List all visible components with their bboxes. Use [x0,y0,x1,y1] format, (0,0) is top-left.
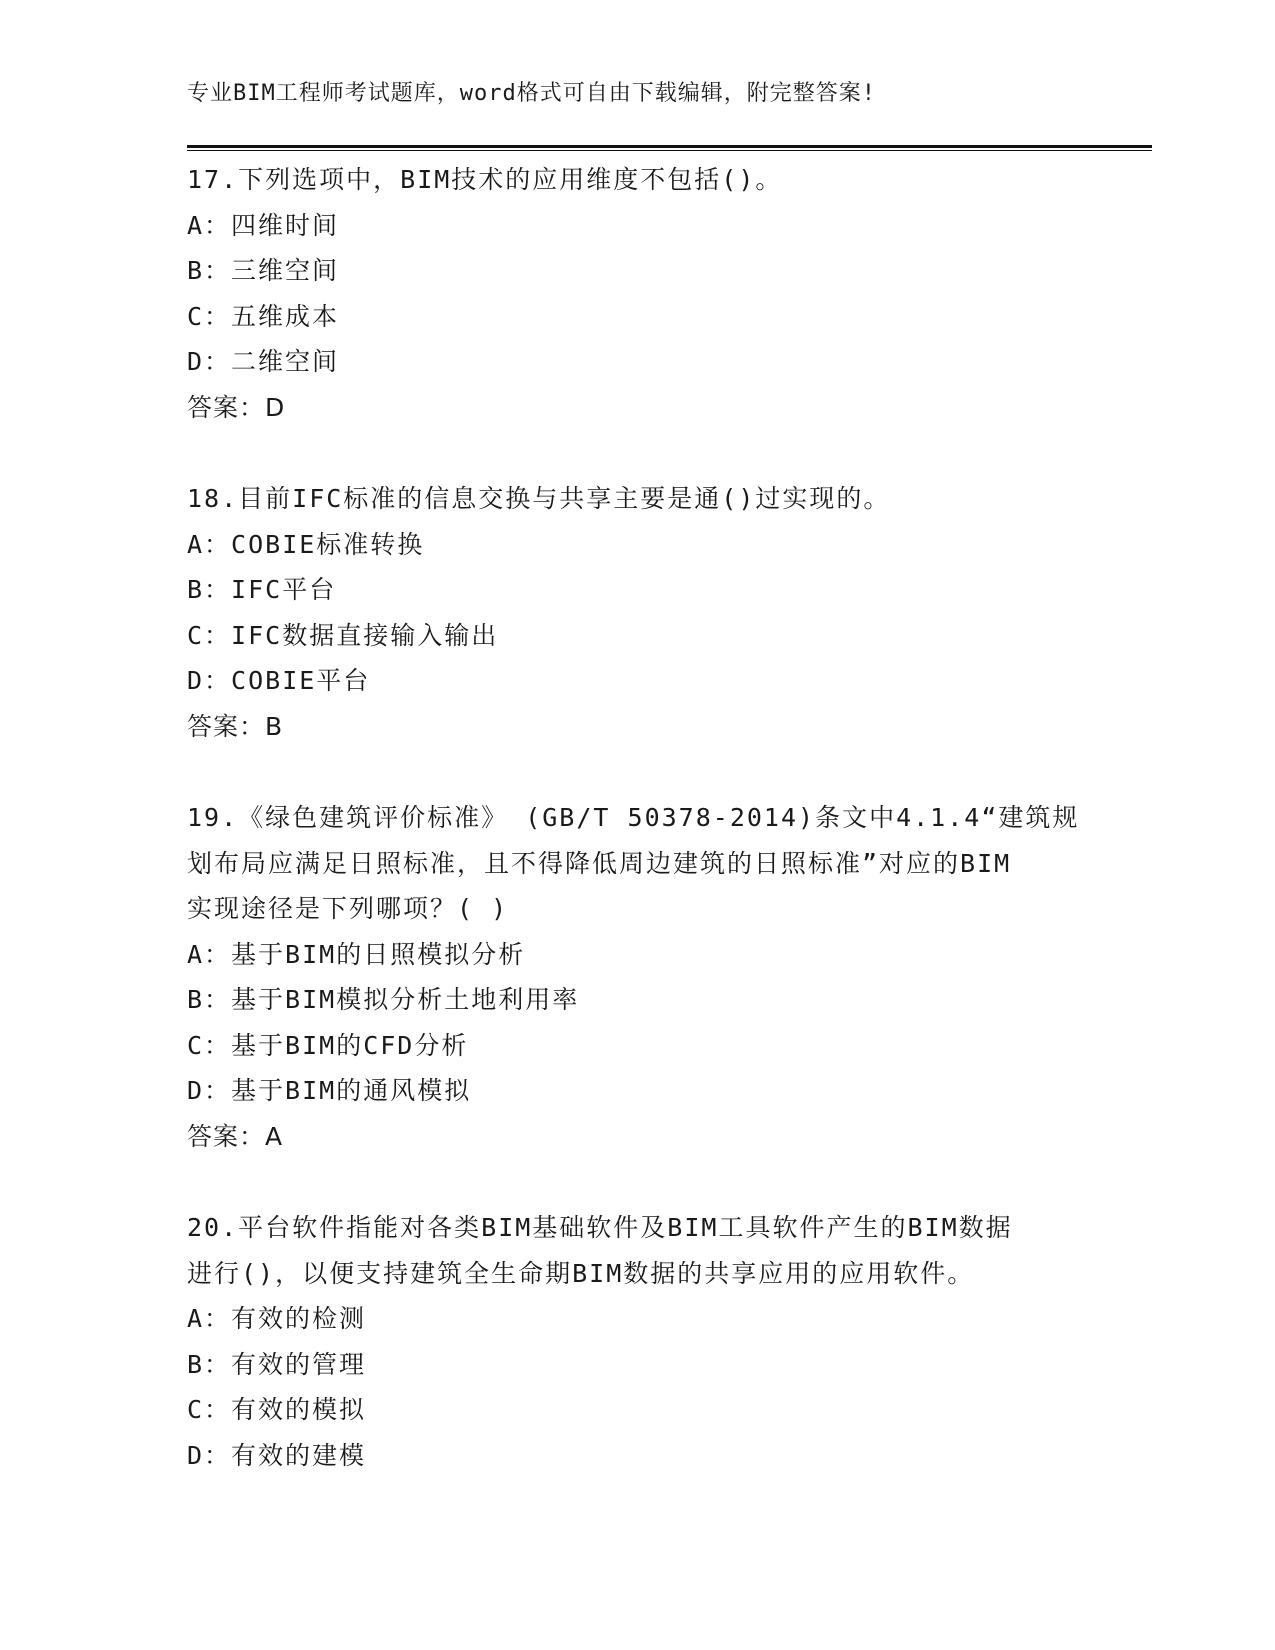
answer: 答案：D [187,392,286,422]
option-b: B：有效的管理 [187,1349,367,1379]
option-d: D：基于BIM的通风模拟 [187,1076,472,1105]
question-list [187,157,1087,1524]
question-stem-line-1: 20.平台软件指能对各类BIM基础软件及BIM工具软件产生的BIM数据 [187,1213,1013,1242]
option-d: D：COBIE平台 [187,666,371,695]
option-a: A：四维时间 [187,210,340,240]
question-18 [187,476,1087,749]
question-19 [187,795,1087,1159]
question-stem-line-1: 19.《绿色建筑评价标准》 (GB/T 50378-2014)条文中4.1.4“建筑规 [187,803,1080,832]
option-d: D：二维空间 [187,347,340,376]
option-a: A：基于BIM的日照模拟分析 [187,939,526,969]
answer: 答案：B [187,711,284,741]
header-rule-thin [187,150,1152,151]
page-header: 专业BIM工程师考试题库，word格式可自由下载编辑，附完整答案! [187,81,876,106]
option-c: C：五维成本 [187,301,340,331]
question-20 [187,1205,1087,1478]
option-c: C：有效的模拟 [187,1395,367,1424]
option-d: D：有效的建模 [187,1440,367,1470]
question-stem-line-3: 实现途径是下列哪项？( ) [187,894,509,923]
option-b: B：基于BIM模拟分析土地利用率 [187,985,580,1014]
question-17 [187,157,1087,430]
header-rule-thick [187,145,1152,148]
question-stem-line-2: 划布局应满足日照标准，且不得降低周边建筑的日照标准”对应的BIM [187,848,1012,878]
question-stem: 17.下列选项中，BIM技术的应用维度不包括()。 [187,165,783,194]
option-a: A：有效的检测 [187,1304,367,1333]
option-c: C：IFC数据直接输入输出 [187,620,499,650]
answer: 答案：A [187,1121,284,1151]
option-b: B：IFC平台 [187,575,337,604]
option-b: B：三维空间 [187,256,340,285]
option-c: C：基于BIM的CFD分析 [187,1030,469,1060]
question-stem: 18.目前IFC标准的信息交换与共享主要是通()过实现的。 [187,484,891,513]
question-stem-line-2: 进行()，以便支持建筑全生命期BIM数据的共享应用的应用软件。 [187,1258,975,1288]
option-a: A：COBIE标准转换 [187,529,425,559]
